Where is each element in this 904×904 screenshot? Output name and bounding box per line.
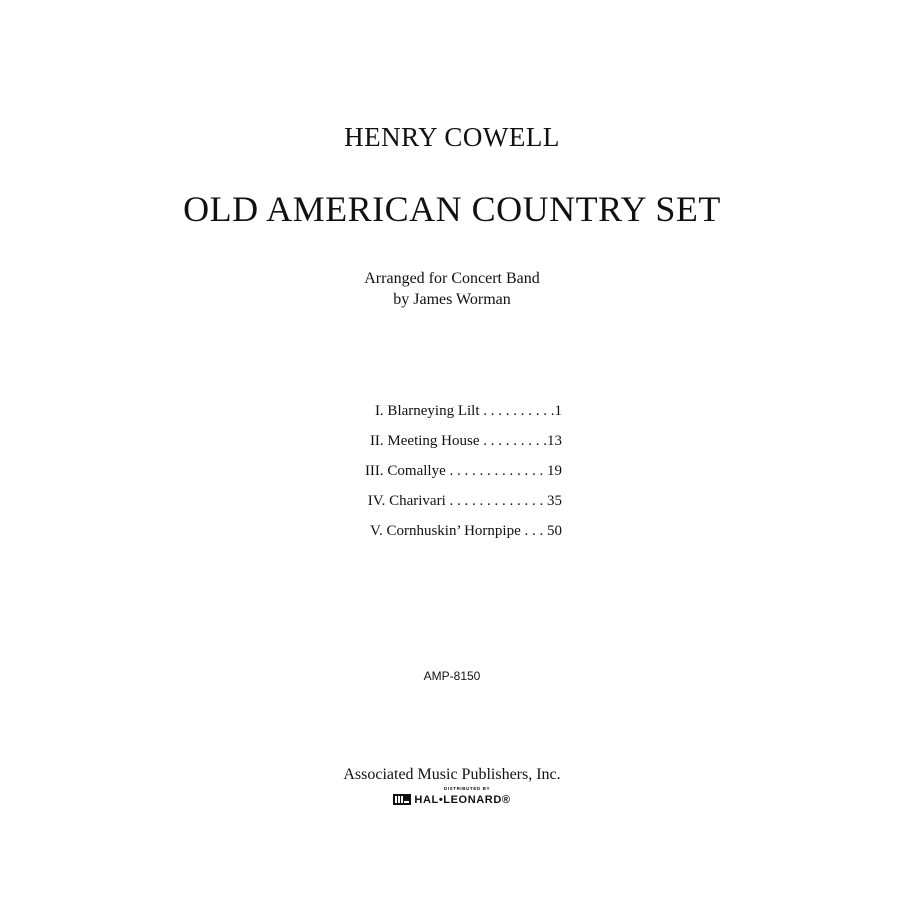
distributed-by-label: DISTRIBUTED BY xyxy=(443,786,491,791)
hal-leonard-mark-icon xyxy=(393,794,411,805)
arrangement-credit xyxy=(0,268,904,310)
hal-leonard-wordmark: HAL•LEONARD® xyxy=(414,793,511,806)
arrangement-line-2: by James Worman xyxy=(393,291,511,308)
toc-entry: V. Cornhuskin’ Hornpipe . . . 50 xyxy=(370,523,562,539)
publisher-name: Associated Music Publishers, Inc. xyxy=(343,766,561,783)
distributor-block xyxy=(0,786,904,810)
catalog-number: AMP-8150 xyxy=(423,669,481,683)
toc-entry: I. Blarneying Lilt . . . . . . . . . .1 xyxy=(374,403,562,419)
table-of-contents xyxy=(300,402,562,552)
composer-name: HENRY COWELL xyxy=(344,122,560,152)
hal-leonard-logo xyxy=(393,794,510,806)
toc-entry: IV. Charivari . . . . . . . . . . . . . 35 xyxy=(367,493,562,509)
arrangement-line-1: Arranged for Concert Band xyxy=(364,270,540,287)
toc-entry: III. Comallye . . . . . . . . . . . . . 19 xyxy=(364,463,562,479)
work-title: OLD AMERICAN COUNTRY SET xyxy=(183,189,721,229)
toc-entry: II. Meeting House . . . . . . . . .13 xyxy=(369,433,562,449)
